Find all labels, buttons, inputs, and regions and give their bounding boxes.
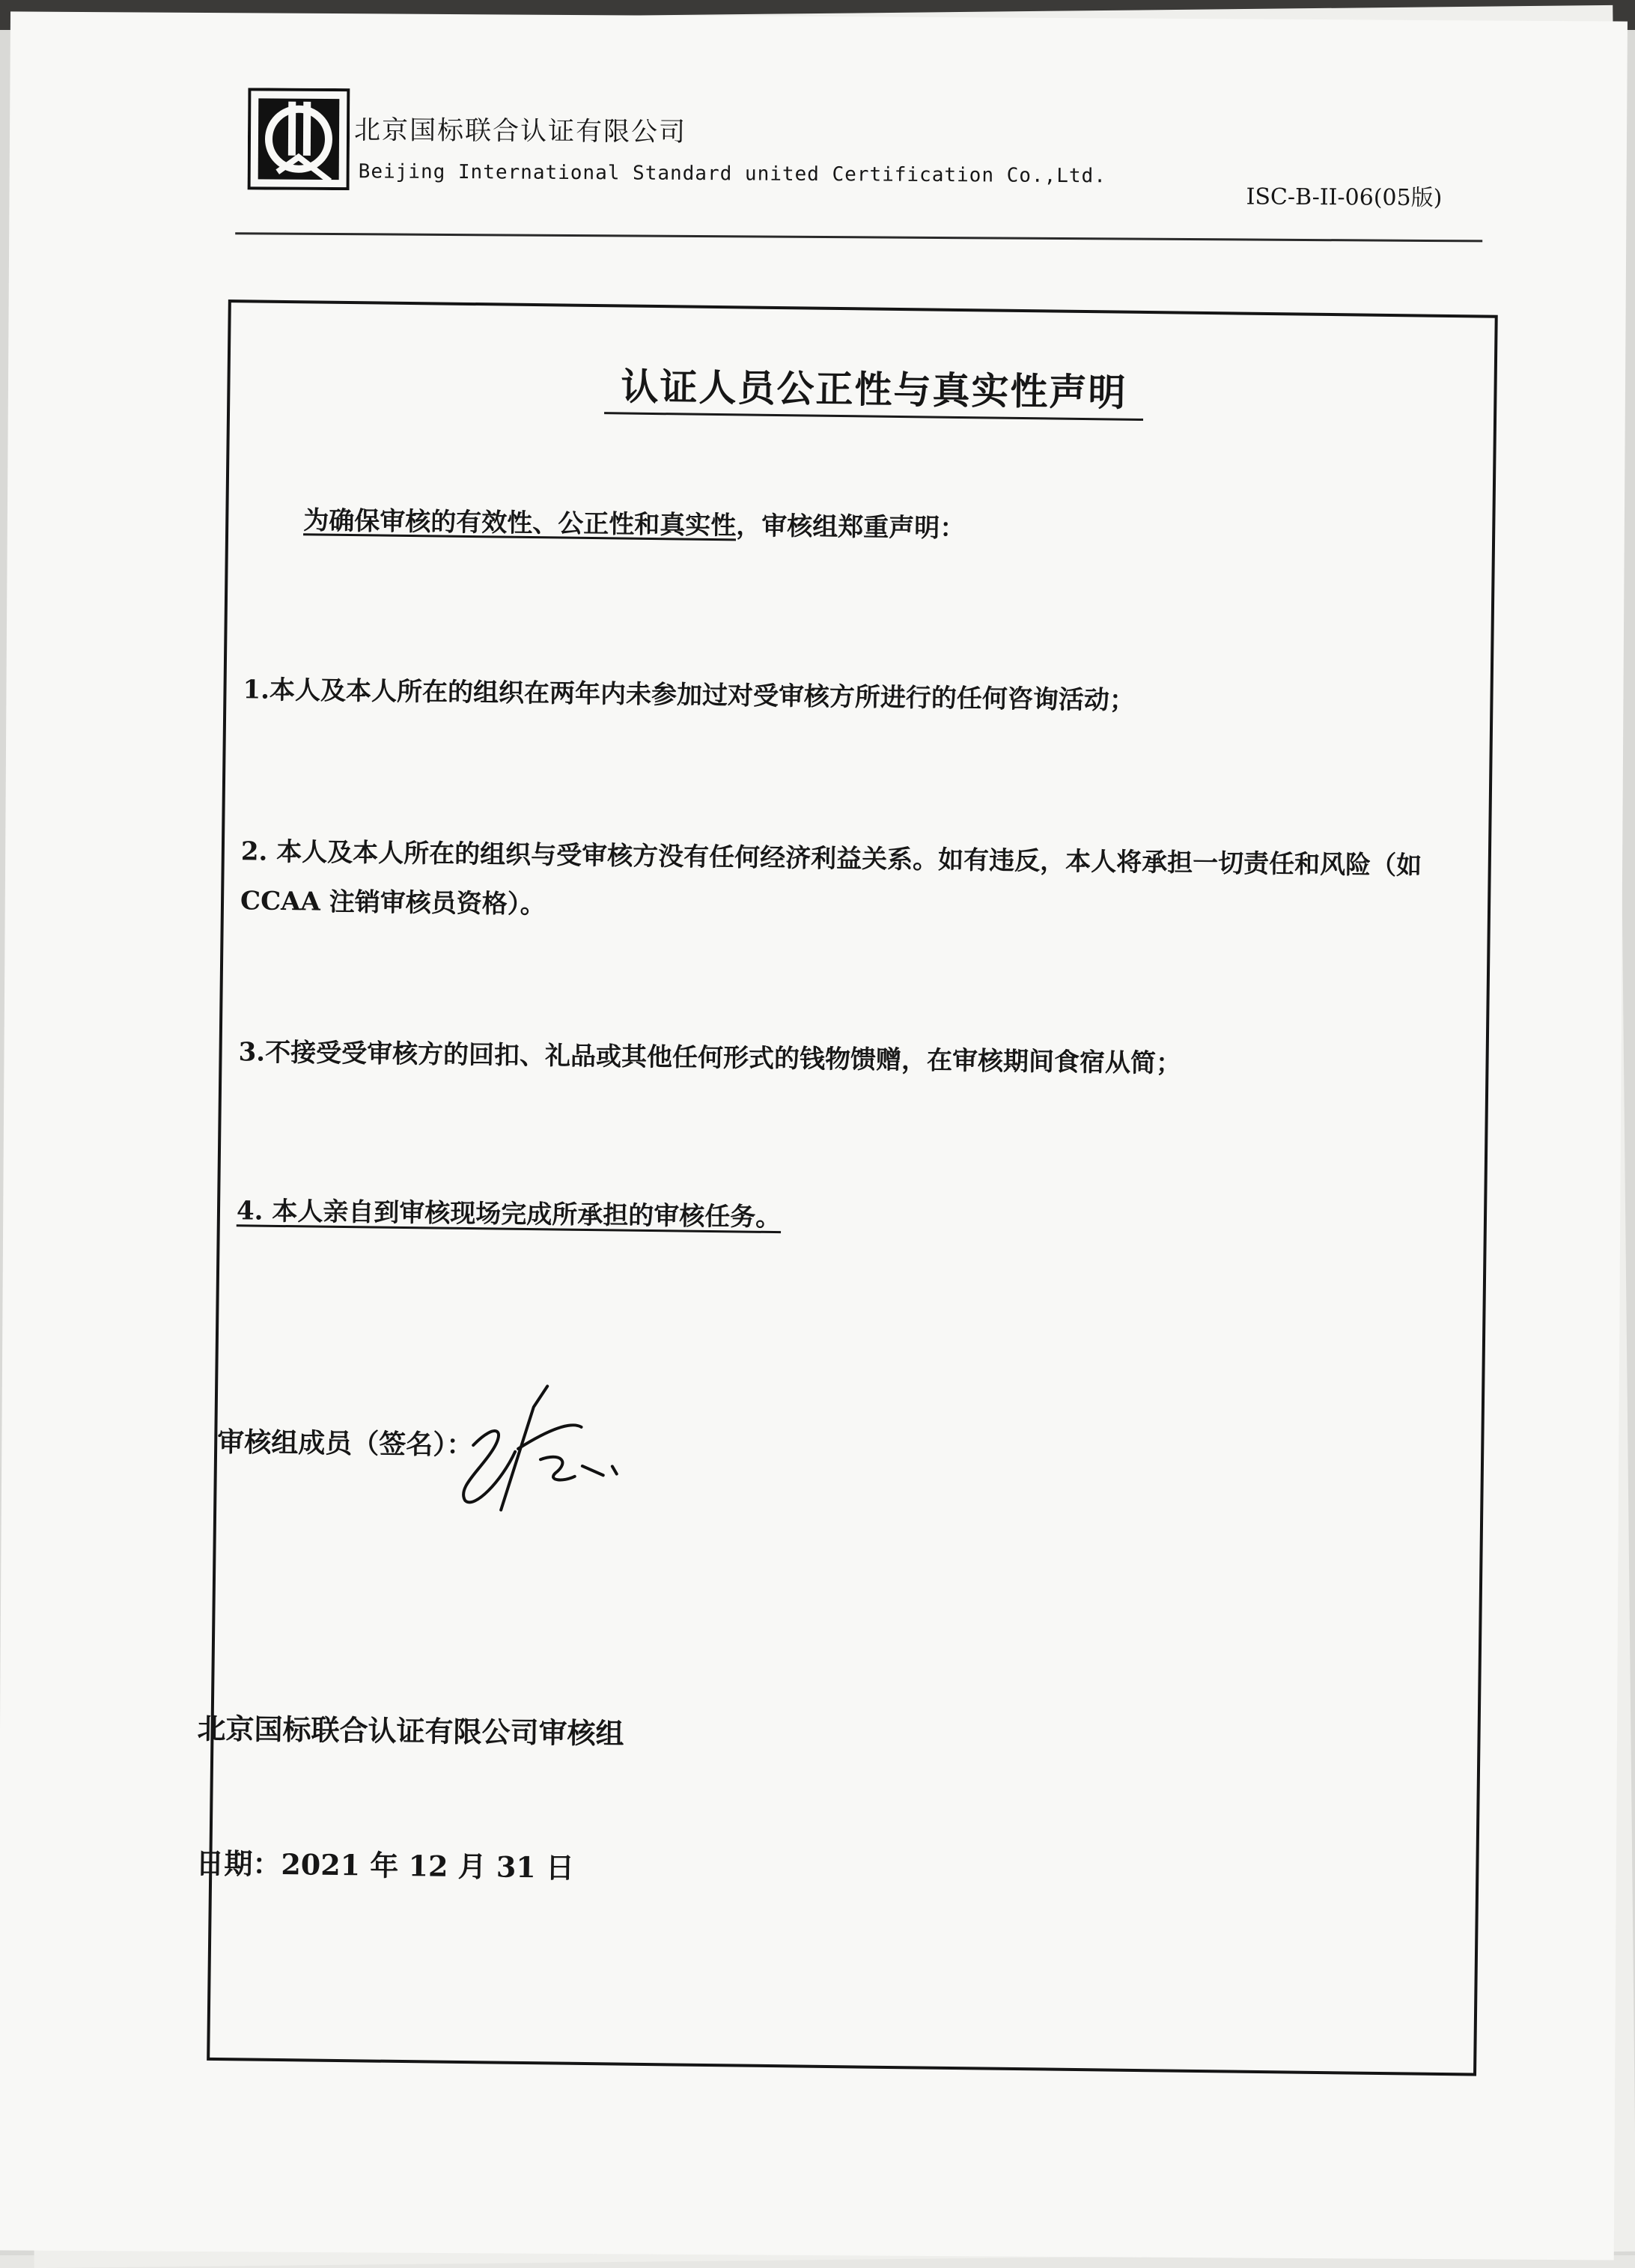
declaration-title: 认证人员公正性与真实性声明 (604, 356, 1144, 421)
intro-text: ，审核组郑重声明： (735, 511, 966, 544)
audit-team-name: 北京国标联合认证有限公司审核组 (197, 1711, 624, 1751)
document-code: ISC-B-II-06(05版) (1246, 183, 1443, 212)
signature-label: 审核组成员（签名）： (216, 1426, 474, 1462)
document-page (0, 11, 1628, 2260)
declaration-item-3: 3.不接受受审核方的回扣、礼品或其他任何形式的钱物馈赠，在审核期间食宿从简； (238, 1037, 1182, 1079)
company-name-en: Beijing International Standard united Certification Co.,Ltd. (358, 160, 1106, 188)
declaration-item-1: 1.本人及本人所在的组织在两年内未参加过对受审核方所进行的任何咨询活动； (243, 675, 1136, 716)
header-divider (235, 232, 1482, 242)
intro-underlined-text: 为确保审核的有效性、公正性和真实性 (303, 505, 737, 541)
company-logo-icon (248, 88, 350, 190)
signature-mark (442, 1376, 624, 1521)
declaration-date: 日期：2021 年 12 月 31 日 (195, 1846, 575, 1885)
declaration-box (195, 300, 1498, 2076)
declaration-item-2: 2. 本人及本人所在的组织与受审核方没有任何经济利益关系。如有违反，本人将承担一切责任和风险（如 CCAA 注销审核员资格）。 (240, 836, 1422, 920)
company-name-cn: 北京国标联合认证有限公司 (353, 115, 687, 148)
declaration-item-4: 4. 本人亲自到审核现场完成所承担的审核任务。 (236, 1196, 782, 1233)
declaration-intro (303, 499, 966, 544)
